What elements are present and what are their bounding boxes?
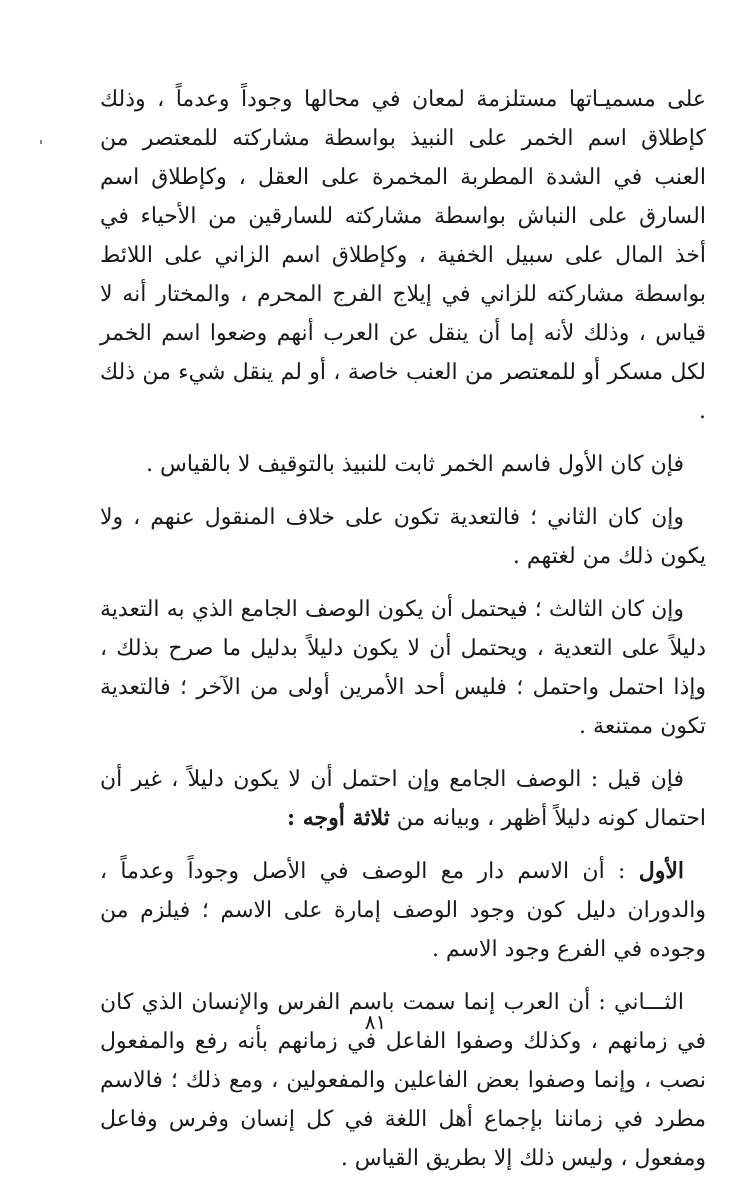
paragraph-1-text: على مسميـاتها مستلزمة لمعان في محالها وجوداً وعدماً ، وذلك كإطلاق اسم الخمر على النبيذ بواسطة مشاركته للمعتصر من العنب في الشدة المطربة المخمرة على العقل ، وكإطلاق اسم السارق على النباش بواسطة مشاركته للسارقين من الأحياء في أخذ المال على سبيل الخفية ، وكإطلاق اسم الزاني على اللائط بواسطة مشاركته للزاني في إيلاج الفرج المحرم ، والمختار أنه لا قياس ، وذلك لأنه إما أن ينقل عن العرب أنهم وضعوا اسم الخمر لكل مسكر أو للمعتصر من العنب خاصة ، أو لم ينقل شيء من ذلك . (100, 87, 706, 424)
paragraph-5-bold-tail: ثلاثة أوجه : (286, 805, 390, 831)
paragraph-5-text: فإن قيل : الوصف الجامع وإن احتمل أن لا يكون دليلاً ، غير أن احتمال كونه دليلاً أظهر ، وبيانه من (100, 767, 706, 831)
paragraph-7-text: الثـــاني : أن العرب إنما سمت باسم الفرس والإنسان الذي كان في زمانهم ، وكذلك وصفوا الفاعل في زمانهم بأنه رفع والمفعول نصب ، وإنما وصفوا بعض الفاعلين والمفعولين ، ومع ذلك ؛ فالاسم مطرد في زماننا بإجماع أهل اللغة في كل إنسان وفرس وفاعل ومفعول ، وليس ذلك إلا بطريق القياس . (100, 990, 706, 1171)
paragraph-3 (100, 498, 706, 576)
paragraph-1 (100, 80, 706, 431)
paragraph-4-text: وإن كان الثالث ؛ فيحتمل أن يكون الوصف الجامع الذي به التعدية دليلاً على التعدية ، ويحتمل أن لا يكون دليلاً بدليل ما صرح بذلك ، وإذا احتمل واحتمل ؛ فليس أحد الأمرين أولى من الآخر ؛ فالتعدية تكون ممتنعة . (100, 597, 706, 739)
paragraph-6-bold-head: الأول (638, 858, 684, 884)
margin-mark (40, 140, 42, 144)
paragraph-3-text: وإن كان الثاني ؛ فالتعدية تكون على خلاف المنقول عنهم ، ولا يكون ذلك من لغتهم . (100, 505, 706, 569)
paragraph-6 (100, 852, 706, 969)
page-number: ٨١ (364, 1010, 387, 1034)
paragraph-5 (100, 760, 706, 838)
paragraph-2 (100, 445, 706, 484)
paragraph-4 (100, 590, 706, 746)
paragraph-6-text: : أن الاسم دار مع الوصف في الأصل وجوداً وعدماً ، والدوران دليل كون وجود الوصف إمارة على الاسم ؛ فيلزم من وجوده في الفرع وجود الاسم . (100, 859, 706, 962)
paragraph-2-text: فإن كان الأول فاسم الخمر ثابت للنبيذ بالتوقيف لا بالقياس . (146, 452, 684, 477)
